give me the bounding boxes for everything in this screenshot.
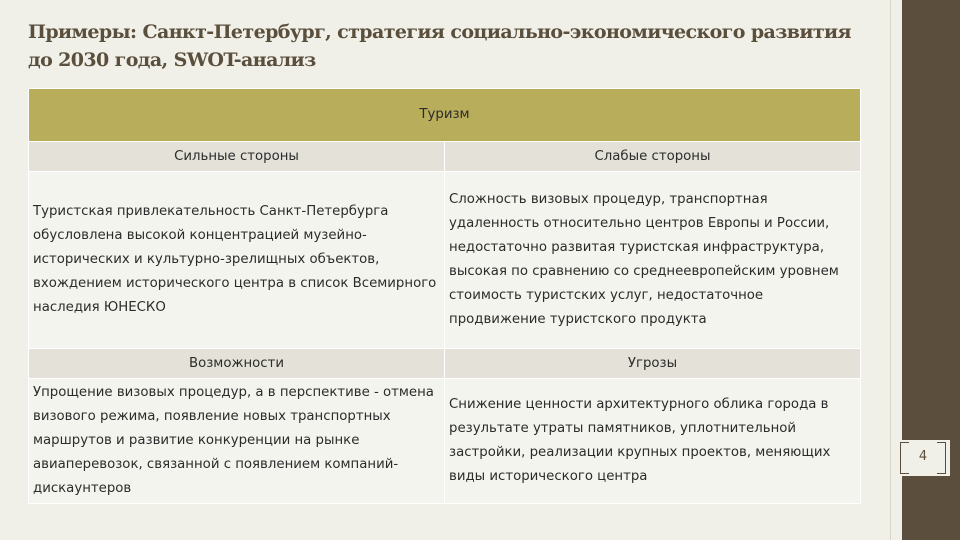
strengths-cell: Туристская привлекательность Санкт-Петербурга обусловлена высокой концентрацией музейно-исторических и культурно-зрелищных объектов, вхождением исторического центра в список Всемирного наследия ЮНЕСКО (29, 172, 445, 349)
topic-row (29, 89, 861, 142)
topic-cell: Туризм (29, 89, 861, 142)
threats-cell: Снижение ценности архитектурного облика города в результате утраты памятников, уплотнительной застройки, реализации крупных проектов, меняющих виды исторического центра (445, 379, 861, 504)
page-number: 4 (918, 449, 928, 464)
body-row-1 (29, 172, 861, 349)
header-row-1 (29, 142, 861, 172)
sidebar-divider (890, 0, 891, 540)
body-row-2 (29, 379, 861, 504)
header-row-2 (29, 349, 861, 379)
slide-title (28, 18, 878, 74)
swot-table (28, 88, 861, 504)
opportunities-header: Возможности (29, 349, 445, 379)
title-line-2: до 2030 года, SWOT-анализ (28, 49, 316, 71)
title-line-1: Примеры: Санкт-Петербург, стратегия социально-экономического развития (28, 21, 851, 43)
weaknesses-cell: Сложность визовых процедур, транспортная удаленность относительно центров Европы и России, недостаточно развитая туристская инфраструктура, высокая по сравнению со среднеевропейским уровнем стоимость туристских услуг, недостаточное продвижение туристского продукта (445, 172, 861, 349)
weaknesses-header: Слабые стороны (445, 142, 861, 172)
opportunities-cell: Упрощение визовых процедур, а в перспективе - отмена визового режима, появление новых транспортных маршрутов и развитие конкуренции на рынке авиаперевозок, связанной с появлением компаний-дискаунтеров (29, 379, 445, 504)
strengths-header: Сильные стороны (29, 142, 445, 172)
threats-header: Угрозы (445, 349, 861, 379)
page-number-box (896, 440, 950, 476)
